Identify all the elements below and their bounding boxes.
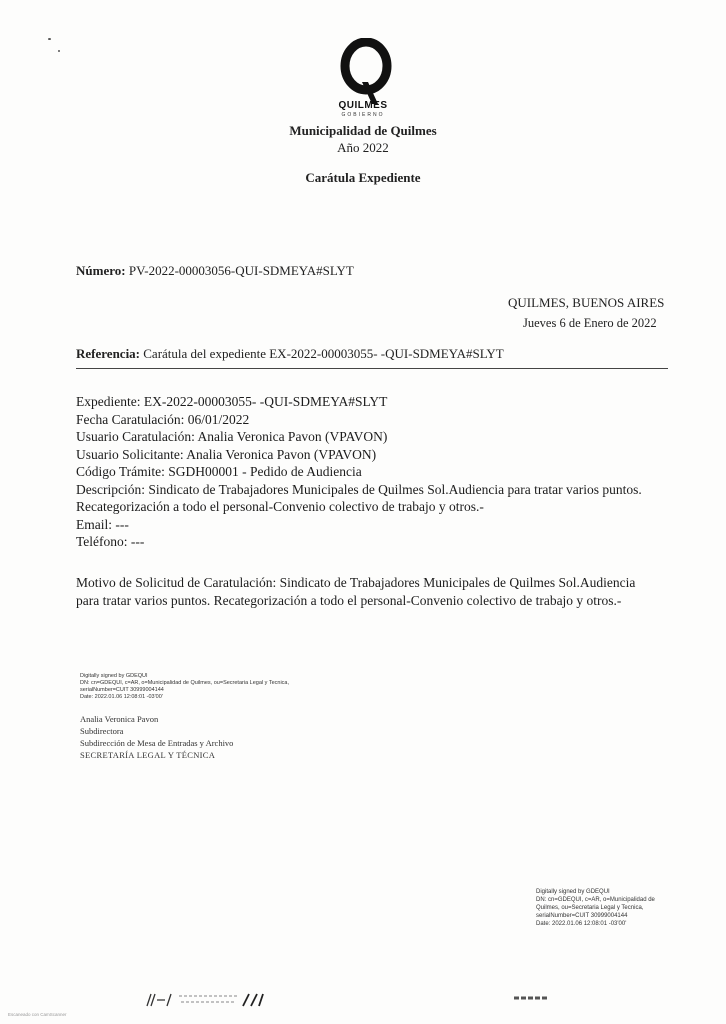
email-line: Email: --- — [76, 516, 129, 532]
motivo-line-2: para tratar varios puntos. Recategorización a todo el personal-Convenio colectivo de trabajo y otros.- — [76, 592, 622, 608]
stamp-remnant-icon — [145, 990, 285, 1010]
signer-office: Subdirección de Mesa de Entradas y Archivo — [80, 738, 234, 748]
stamp-remnant-right-icon — [512, 992, 552, 1004]
date-line: Jueves 6 de Enero de 2022 — [523, 316, 657, 330]
scan-speck — [48, 38, 51, 40]
signer-block — [80, 713, 233, 761]
quilmes-logo-icon — [338, 38, 394, 106]
expediente-line: Expediente: EX-2022-00003055- -QUI-SDMEYA#SLYT — [76, 394, 388, 409]
scan-watermark: Escaneado con CamScanner — [8, 1012, 67, 1017]
signature-1-line: DN: cn=GDEQUI, c=AR, o=Municipalidad de Quilmes, ou=Secretaria Legal y Tecnica, — [80, 680, 289, 686]
expediente-details — [76, 393, 696, 551]
brand-subtitle: GOBIERNO — [341, 112, 385, 118]
codigo-tramite-line: Código Trámite: SGDH00001 - Pedido de Audiencia — [76, 464, 362, 479]
scan-speck — [58, 50, 60, 52]
signature-1-line: Digitally signed by GDEQUI — [80, 673, 148, 679]
signer-secretariat: SECRETARÍA LEGAL Y TÉCNICA — [80, 750, 216, 760]
signature-1-line: serialNumber=CUIT 30999004144 — [80, 687, 164, 693]
place-line: QUILMES, BUENOS AIRES — [508, 295, 665, 310]
referencia-label: Referencia: — [76, 346, 141, 361]
municipality-title: Municipalidad de Quilmes — [289, 123, 437, 138]
numero-line — [76, 263, 354, 279]
usuario-caratulacion-line: Usuario Caratulación: Analia Veronica Pavon (VPAVON) — [76, 429, 388, 444]
signature-2-line: Date: 2022.01.06 12:08:01 -03'00' — [536, 921, 627, 927]
year-line: Año 2022 — [337, 140, 389, 155]
divider — [76, 368, 668, 369]
telefono-line: Teléfono: --- — [76, 534, 145, 549]
descripcion-line-1: Descripción: Sindicato de Trabajadores Municipales de Quilmes Sol.Audiencia para tratar varios puntos. — [76, 481, 642, 497]
numero-label: Número: — [76, 263, 126, 278]
signature-2-line: Quilmes, ou=Secretaria Legal y Tecnica, — [536, 905, 644, 911]
digital-signature-1 — [80, 673, 289, 701]
numero-value: PV-2022-00003056-QUI-SDMEYA#SLYT — [128, 263, 354, 278]
signature-2-line: serialNumber=CUIT 30999004144 — [536, 913, 628, 919]
signer-role: Subdirectora — [80, 726, 124, 736]
descripcion-line-2: Recategorización a todo el personal-Convenio colectivo de trabajo y otros.- — [76, 499, 484, 514]
brand-name: QUILMES — [338, 100, 388, 111]
document-title: Carátula Expediente — [305, 170, 421, 185]
signer-name: Analia Veronica Pavon — [80, 714, 159, 724]
motivo-line-1: Motivo de Solicitud de Caratulación: Sindicato de Trabajadores Municipales de Quilmes Sol.Audiencia — [76, 575, 636, 590]
digital-signature-2 — [536, 888, 655, 928]
signature-2-line: Digitally signed by GDEQUI — [536, 889, 610, 895]
signature-2-line: DN: cn=GDEQUI, c=AR, o=Municipalidad de — [536, 897, 655, 903]
fecha-caratulacion-line: Fecha Caratulación: 06/01/2022 — [76, 411, 250, 427]
signature-1-line: Date: 2022.01.06 12:08:01 -03'00' — [80, 694, 163, 700]
usuario-solicitante-line: Usuario Solicitante: Analia Veronica Pavon (VPAVON) — [76, 446, 377, 462]
referencia-line — [76, 346, 504, 362]
referencia-value: Carátula del expediente EX-2022-00003055- -QUI-SDMEYA#SLYT — [143, 346, 504, 361]
motivo-block — [76, 574, 696, 609]
